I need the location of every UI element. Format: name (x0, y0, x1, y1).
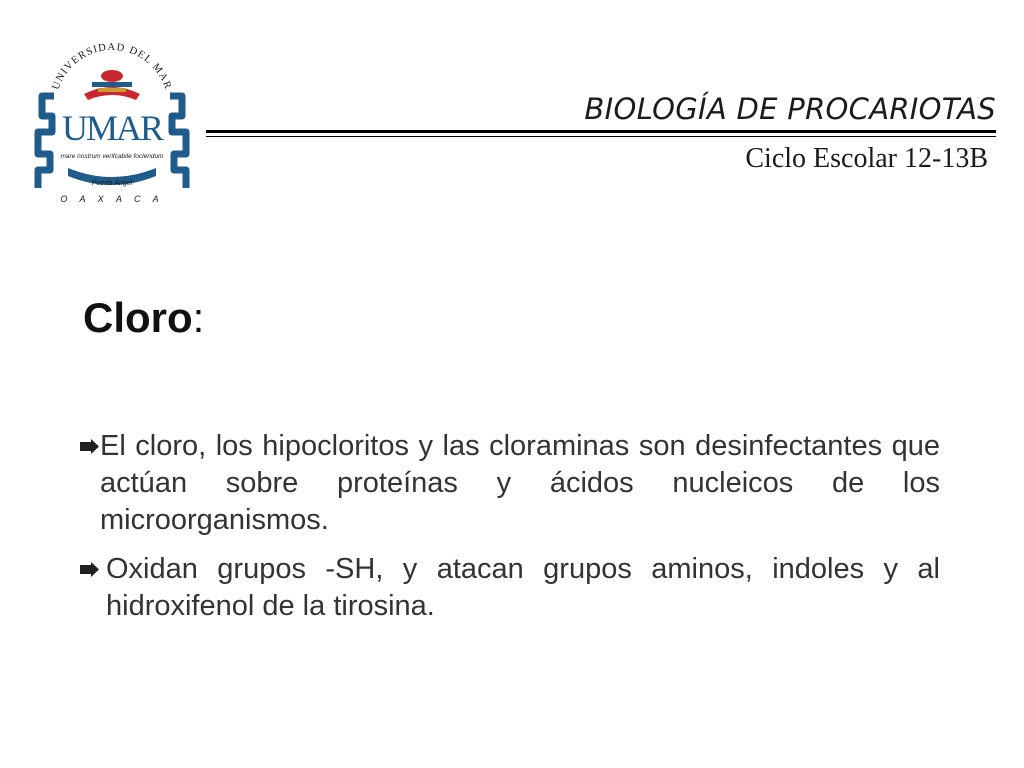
header-rule-thin (206, 136, 996, 137)
bullet-item (78, 428, 940, 539)
arrow-bullet-icon (78, 554, 100, 584)
logo-motto: mare nostrum verifcabile foclendum (60, 153, 164, 160)
university-logo (28, 36, 196, 208)
logo-arc-text: UNIVERSIDAD DEL MAR (50, 41, 174, 92)
university-seal-icon (28, 36, 196, 208)
logo-state: O A X A C A (60, 194, 164, 204)
school-cycle: Ciclo Escolar 12-13B (745, 143, 988, 174)
heading-word: Cloro (83, 294, 193, 341)
bullet-text: El cloro, los hipocloritos y las cloraminas son desinfectantes que actúan sobre proteínas y ácidos nucleicos de los microorganismos. (100, 430, 940, 536)
header-rule (206, 130, 996, 133)
logo-campus: Puerto Ángel (91, 180, 133, 187)
logo-monogram: UMAR (61, 108, 163, 148)
heading-colon: : (192, 294, 205, 341)
bullet-list (78, 428, 940, 637)
slide-heading (83, 294, 204, 342)
arrow-bullet-icon (78, 431, 100, 461)
course-title: BIOLOGÍA DE PROCARIOTAS (584, 92, 996, 126)
bullet-text: Oxidan grupos -SH, y atacan grupos aminos, indoles y al hidroxifenol de la tirosina. (106, 553, 940, 622)
bullet-item (78, 551, 940, 625)
